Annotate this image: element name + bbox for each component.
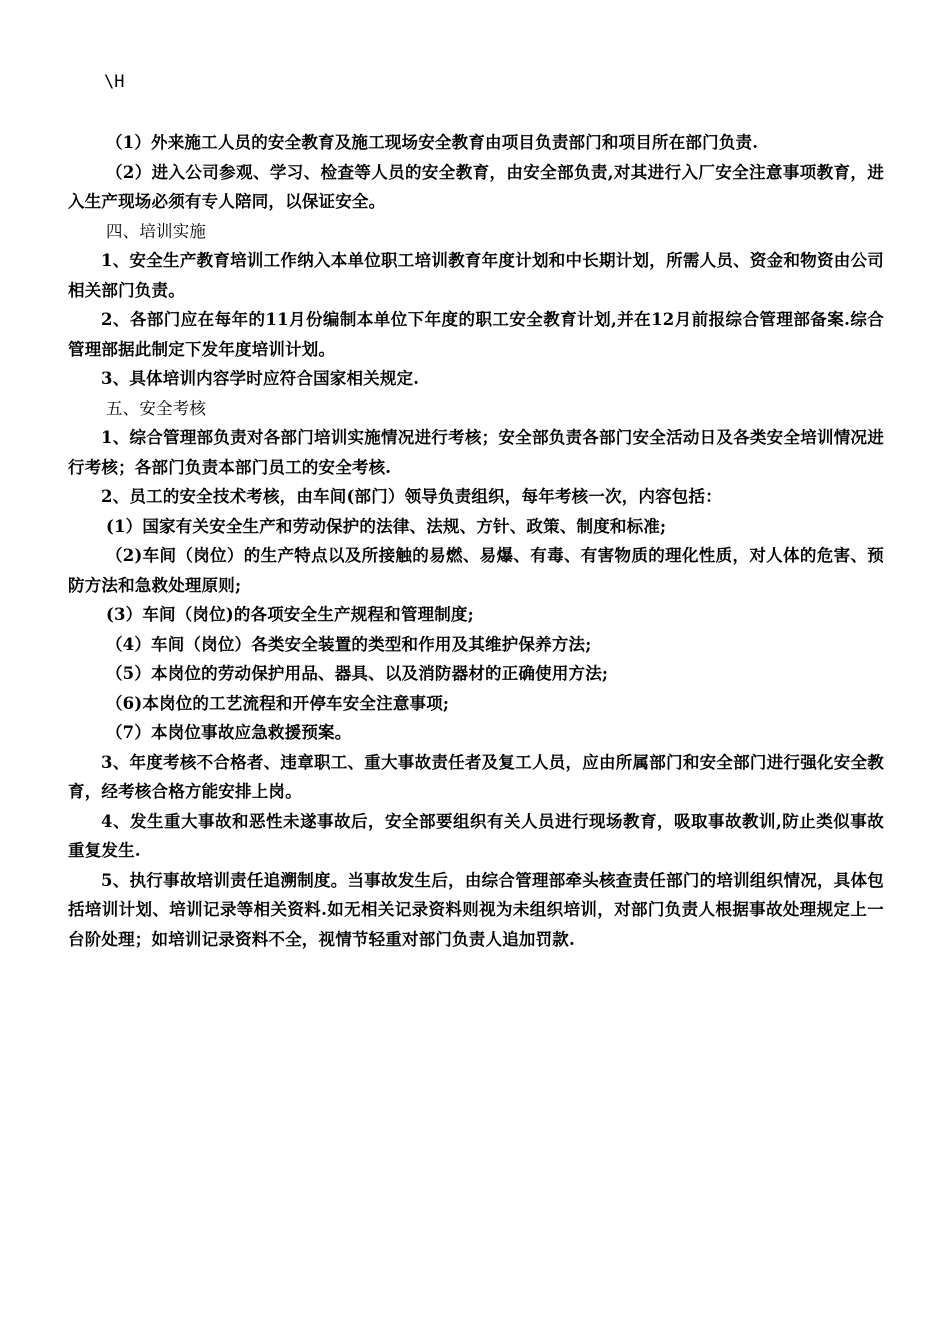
paragraph: 3、具体培训内容学时应符合国家相关规定. (101, 369, 420, 388)
paragraph: 3、年度考核不合格者、违章职工、重大事故责任者及复工人员，应由所属部门和安全部门进行强化安全教育，经考核合格方能安排上岗。 (68, 752, 884, 801)
paragraph: 4、发生重大事故和恶性未遂事故后，安全部要组织有关人员进行现场教育，吸取事故教训,防止类似事故重复发生. (68, 811, 884, 860)
document-body (68, 128, 884, 954)
paragraph: （5）本岗位的劳动保护用品、器具、以及消防器材的正确使用方法; (105, 664, 609, 683)
paragraph: (1）国家有关安全生产和劳动保护的法律、法规、方针、政策、制度和标准; (105, 516, 667, 536)
paragraph: 2、各部门应在每年的11月份编制本单位下年度的职工安全教育计划,并在12月前报综合管理部备案.综合管理部据此制定下发年度培训计划。 (68, 310, 884, 359)
paragraph: (3）车间（岗位)的各项安全生产规程和管理制度; (105, 605, 474, 624)
paragraph: 5、执行事故培训责任追溯制度。当事故发生后，由综合管理部牵头核查责任部门的培训组织情况，具体包括培训计划、培训记录等相关资料.如无相关记录资料则视为未组织培训，对部门负责人根据事故处理规定上一台阶处理；如培训记录资料不全，视情节轻重对部门负责人追加罚款. (68, 870, 884, 949)
paragraph: （4）车间（岗位）各类安全装置的类型和作用及其维护保养方法; (105, 634, 592, 654)
paragraph: （1）外来施工人员的安全教育及施工现场安全教育由项目负责部门和项目所在部门负责. (105, 133, 759, 152)
page-marker: \H (104, 72, 125, 92)
paragraph: 1、安全生产教育培训工作纳入本单位职工培训教育年度计划和中长期计划，所需人员、资金和物资由公司相关部门负责。 (68, 251, 884, 300)
paragraph: 2、员工的安全技术考核，由车间(部门）领导负责组织，每年考核一次，内容包括： (101, 487, 722, 506)
paragraph: （2）进入公司参观、学习、检查等人员的安全教育，由安全部负责,对其进行入厂安全注意事项教育，进入生产现场必须有专人陪同，以保证安全。 (68, 162, 884, 211)
paragraph: （7）本岗位事故应急救援预案。 (105, 723, 352, 742)
section-heading: 四、培训实施 (105, 221, 207, 241)
paragraph: 1、综合管理部负责对各部门培训实施情况进行考核；安全部负责各部门安全活动日及各类安全培训情况进行考核；各部门负责本部门员工的安全考核. (68, 428, 884, 477)
paragraph: （2)车间（岗位）的生产特点以及所接触的易燃、易爆、有毒、有害物质的理化性质，对人体的危害、预防方法和急救处理原则; (68, 546, 884, 595)
paragraph: （6)本岗位的工艺流程和开停车安全注意事项; (105, 693, 450, 713)
section-heading: 五、安全考核 (105, 398, 207, 418)
